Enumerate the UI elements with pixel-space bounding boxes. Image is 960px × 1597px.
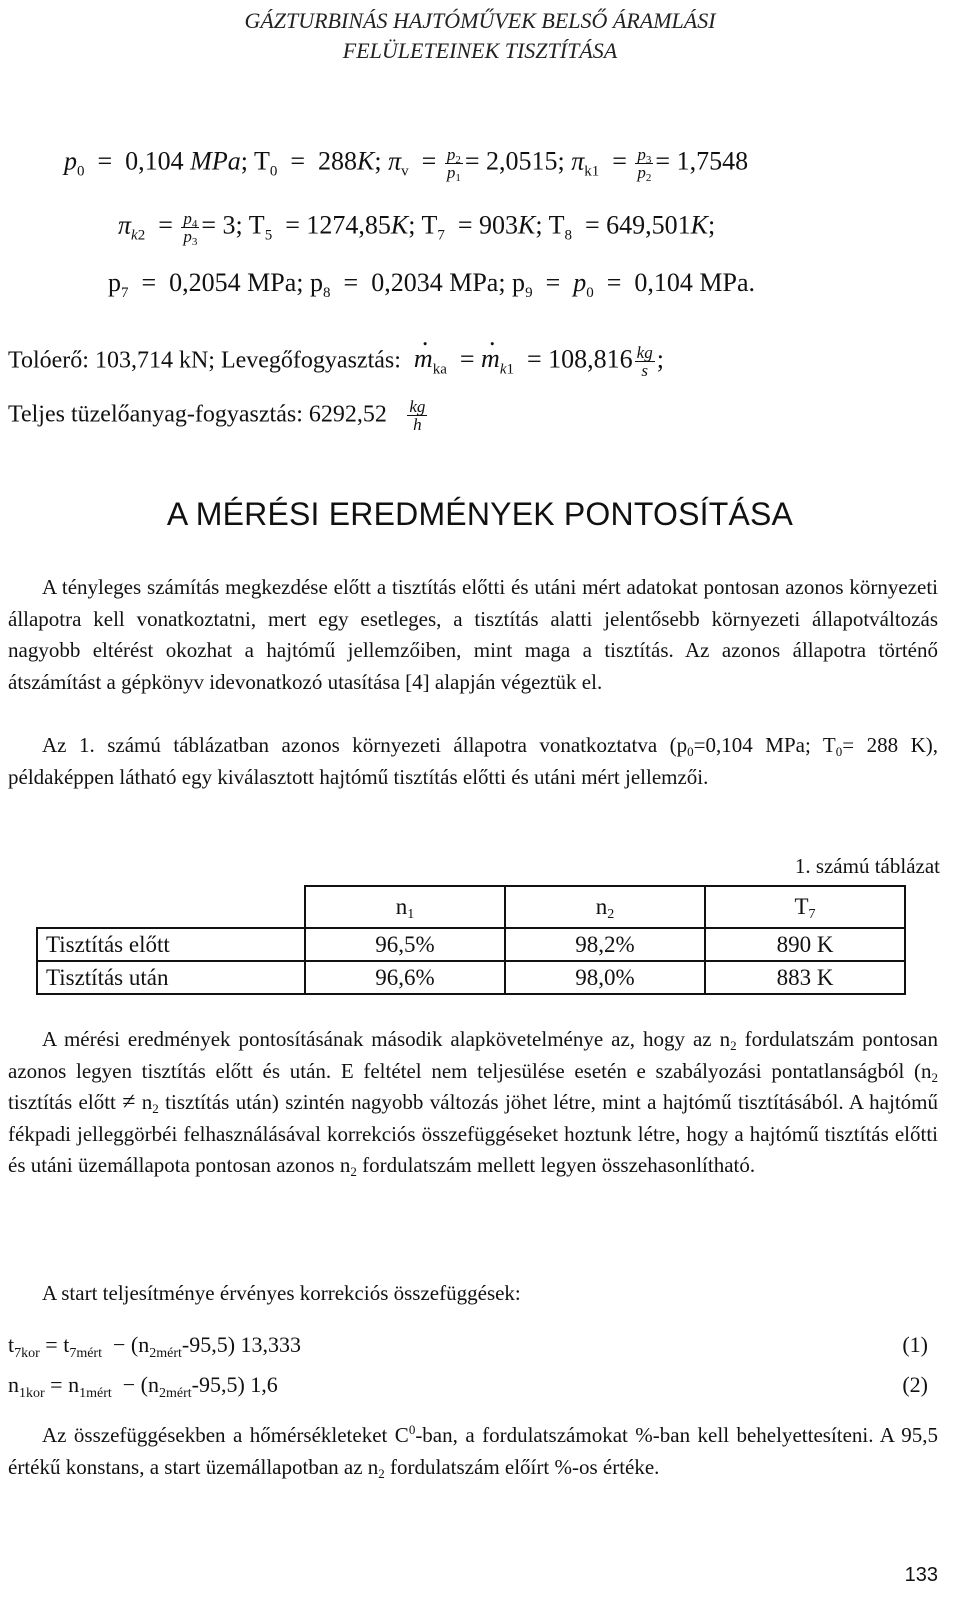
table-row <box>37 961 905 994</box>
paragraph-3: A mérési eredmények pontosításának második alapkövetelménye az, hogy az $n_2$ fordulatszám pontosan azonos legyen tisztítás előtt és után. E feltétel nem teljesülése esetén e szabályozási pontatlanságból ($n_2$ tisztítás előtt ≠ $n_2$ tisztítás után) szintén nagyobb változás jöhet létre, mint a hajtómű tisztításából. A hajtómű fékpadi jelleggörbéi felhasználásával korrekciós összefüggéseket hoztunk létre, hogy a hajtómű tisztítás előtti és utáni üzemállapota pontosan azonos $n_2$ fordulatszám mellett legyen összehasonlítható. <box>8 1027 939 1180</box>
p7-value: 0,2054 <box>169 268 241 297</box>
t5-value: 1274,85 <box>306 210 391 240</box>
cell-t7: 883 K <box>705 961 905 994</box>
formula-2-tail: -95,5) 1,6 <box>191 1372 278 1397</box>
measurement-table <box>36 885 906 995</box>
table-row <box>37 928 905 961</box>
p9-value: 0,104 <box>634 268 693 297</box>
running-header <box>0 6 960 66</box>
p0-unit: MPa <box>190 146 241 176</box>
header-n1 <box>305 886 505 928</box>
paragraph-3-part-1: A mérési eredmények pontosításának második alapkövetelménye az, hogy az n <box>42 1027 731 1051</box>
paragraph-4: A start teljesítménye érvényes korrekciós összefüggések: <box>42 1281 521 1305</box>
header-line-1: GÁZTURBINÁS HAJTÓMŰVEK BELSŐ ÁRAMLÁSI <box>244 8 716 33</box>
not-equal-sign: ≠ <box>122 1089 136 1116</box>
paragraph-1: A tényleges számítás megkezdése előtt a tisztítás előtti és utáni mért adatokat pontosan azonos környezeti állapotra kell vonatkoztatni, mert egy esetleges, a tisztítás alatti jelentősebb környezeti állapotváltozás nagyobb eltérést okozhat a hajtómű jellemzőiben, mint maga a tisztítás. Az azonos állapotra történő átszámítást a gépkönyv idevonatkozó utasítása [4] alapján végeztük el. <box>8 575 938 694</box>
formula-2: $n_{1kor} = n_{1mért} - (n_{2mért}-95,5)$ 1,6 (2) <box>8 1372 928 1401</box>
cell-n1: 96,5% <box>305 928 505 961</box>
header-t7 <box>705 886 905 928</box>
header-n2 <box>505 886 705 928</box>
paragraph-5: Az összefüggésekben a hőmérsékleteket $C^0$-ban, a fordulatszámokat %-ban kell behelyettesíteni. A 95,5 értékű konstans, a start üzemállapotban az $n_2$ fordulatszám előírt %-os értéke. <box>8 1422 938 1481</box>
p8-unit: MPa <box>449 268 499 297</box>
paragraph-3-part-6: fordulatszám mellett legyen összehasonlítható. <box>356 1153 756 1178</box>
formula-1: $t_{7kor} = t_{7mért} - (n_{2mért}-95,5)$ 13,333 (1) <box>8 1332 928 1361</box>
cell-n2: 98,0% <box>505 961 705 994</box>
table-caption: 1. számú táblázat <box>794 854 940 878</box>
t5-unit: K <box>390 210 409 240</box>
table-header-row <box>37 886 905 928</box>
formula-1-number: (1) <box>902 1332 928 1357</box>
paragraph-3-part-5: tisztítás után) szintén nagyobb változás jöhet létre, mint a hajtómű tisztításából. A hajtómű fékpadi jelleggörbéi felhasználásával korrekciós összefüggéseket hoztunk létre, hogy a hajtómű tisztítás előtti és utáni üzemállapota pontosan azonos n <box>8 1090 938 1178</box>
header-n2-label: n <box>595 894 608 919</box>
paragraph-5-part-1: Az összefüggésekben a hőmérsékleteket C <box>42 1423 409 1447</box>
paragraph-2-part-2: =0,104 MPa; T <box>693 733 836 757</box>
paragraph-2: Az 1. számú táblázatban azonos környezeti állapotra vonatkoztatva ($p_0=0,104$ MPa; $T_0= 288$ K), példaképpen látható egy kiválasztott hajtómű tisztítás előtti és utáni mért jellemzői. <box>8 733 938 789</box>
t0-value: 288 <box>318 146 358 176</box>
cell-n2: 98,2% <box>505 928 705 961</box>
row-label: Tisztítás után <box>37 961 305 994</box>
header-n1-sub: 1 <box>407 907 415 922</box>
fuel-line <box>8 398 429 433</box>
paragraph-2-part-3: = 288 K), példaképpen látható egy kiválasztott hajtómű tisztítás előtti és utáni mért jellemzői. <box>8 733 938 789</box>
fraction-p4-p3: $\frac{p_4}{p_3}$ <box>183 209 198 248</box>
header-t7-sub: 7 <box>808 907 816 922</box>
fraction-p2-p1: $\frac{p_2}{p_1}$ <box>446 145 461 184</box>
formula-1-tail: -95,5) 13,333 <box>181 1332 302 1357</box>
header-t7-label: T <box>794 894 809 919</box>
row-label: Tisztítás előtt <box>37 928 305 961</box>
thrust-label: Tolóerő: 103,714 kN; Levegőfogyasztás: <box>8 347 401 374</box>
paragraph-2-part-1: Az 1. számú táblázatban azonos környezeti állapotra vonatkoztatva (p <box>42 733 688 757</box>
fraction-kg-s: $\frac{kg}{s}$ <box>636 343 653 380</box>
equation-row-1: $p_0 = 0,104$ MPa; $T_0 = 288K$; $\pi_v$ = $\frac{p_2}{p_1}$ = 2,0515; $\pi_{k1}$ = $\frac{p_3}{p_2}$ = 1,7548 <box>64 145 749 184</box>
header-n1-label: n <box>395 894 408 919</box>
air-value: 108,816 <box>548 344 633 374</box>
pik2-value: 3 <box>222 210 236 240</box>
header-n2-sub: 2 <box>607 907 615 922</box>
table-corner-cell <box>37 886 305 928</box>
pik1-value: 1,7548 <box>676 146 749 176</box>
paragraph-5-part-3: fordulatszám előírt %-os értéke. <box>384 1454 660 1479</box>
section-title: A MÉRÉSI EREDMÉNYEK PONTOSÍTÁSA <box>166 496 794 532</box>
t7-unit: K <box>518 210 536 240</box>
cell-t7: 890 K <box>705 928 905 961</box>
p7-unit: MPa <box>247 268 297 297</box>
p0-value: 0,104 <box>125 146 184 176</box>
t0-unit: K <box>357 146 375 176</box>
paragraph-3-part-3: tisztítás előtt <box>8 1090 116 1115</box>
equation-row-3: $p_7 = 0,2054$ MPa; $p_8 = 0,2034$ MPa; $p_9 = p_0 = 0,104$ MPa. <box>108 268 756 301</box>
page-number: 133 <box>904 1564 938 1586</box>
paragraph-3-part-4: n <box>141 1090 153 1115</box>
equation-row-2: $\pi_{k2}$ = $\frac{p_4}{p_3}$ = 3; $T_5 = 1274,85K$; $T_7 = 903K$; $T_8 = 649,501K$; <box>118 209 716 248</box>
t7-value: 903 <box>479 210 519 240</box>
piv-value: 2,0515 <box>485 146 558 176</box>
formula-2-number: (2) <box>902 1372 928 1397</box>
fraction-p3-p2: $\frac{p_3}{p_2}$ <box>637 145 652 184</box>
p9-unit: MPa <box>699 268 749 297</box>
t8-unit: K <box>690 210 709 240</box>
p8-value: 0,2034 <box>371 268 443 297</box>
cell-n1: 96,6% <box>305 961 505 994</box>
fuel-label: Teljes tüzelőanyag-fogyasztás: 6292,52 <box>8 401 387 428</box>
paragraph-3-part-2: fordulatszám pontosan azonos legyen tisztítás előtt és után. E feltétel nem teljesülése esetén e szabályozási pontatlanságból (n <box>8 1027 939 1083</box>
header-line-2: FELÜLETEINEK TISZTÍTÁSA <box>342 38 618 63</box>
paragraph-5-part-2: -ban, a fordulatszámokat %-ban kell behelyettesíteni. A 95,5 értékű konstans, a start üzemállapotban az n <box>8 1423 938 1479</box>
t8-value: 649,501 <box>606 210 691 240</box>
fraction-kg-h: $\frac{kg}{h}$ <box>409 397 426 434</box>
thrust-line: Tolóerő: 103,714 kN; Levegőfogyasztás: m . $_{ka}$ = m . $_{k1}$ = 108,816 $\frac{kg}{s}$ ; <box>8 322 664 380</box>
